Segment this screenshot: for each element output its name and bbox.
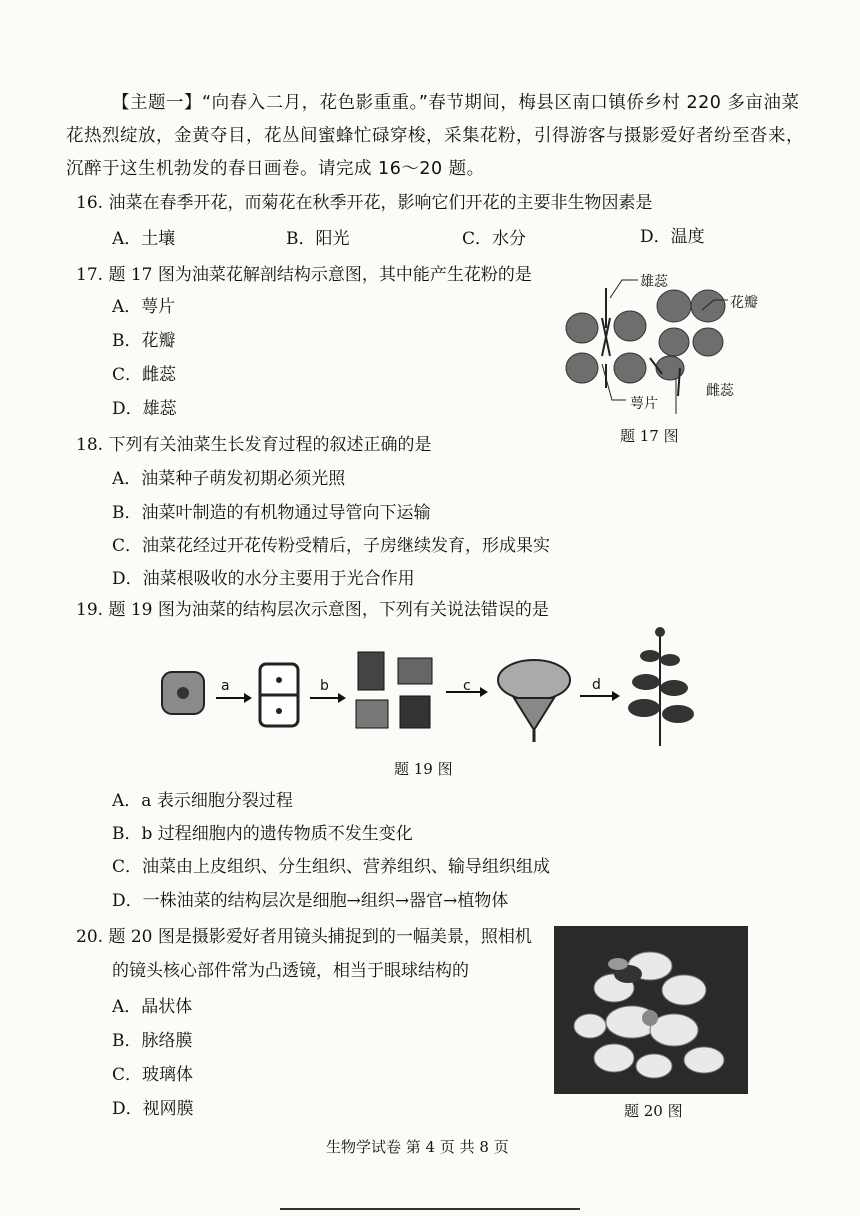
q17-option-b: B．花瓣 [112, 331, 176, 351]
bee-on-flower-photo [554, 926, 748, 1094]
q16-option-d: D．温度 [640, 227, 705, 247]
fig19-arrow-label-d: d [592, 677, 601, 693]
q19-option-b: B．b 过程细胞内的遗传物质不发生变化 [112, 824, 413, 844]
fig19-arrow-label-c: c [463, 678, 471, 694]
q18-option-b: B．油菜叶制造的有机物通过导管向下运输 [112, 503, 431, 523]
q17-stem: 17. 题 17 图为油菜花解剖结构示意图，其中能产生花粉的是 [76, 265, 532, 285]
structure-levels-figure [150, 622, 710, 752]
fig17-label-sepal: 萼片 [630, 396, 658, 412]
q19-option-c: C．油菜由上皮组织、分生组织、营养组织、输导组织组成 [112, 857, 551, 877]
q20-option-b: B．脉络膜 [112, 1031, 193, 1051]
fig19-arrow-label-b: b [320, 678, 329, 694]
q18-option-c: C．油菜花经过开花传粉受精后，子房继续发育，形成果实 [112, 536, 551, 556]
q18-stem: 18. 下列有关油菜生长发育过程的叙述正确的是 [76, 435, 432, 455]
q16-stem: 16. 油菜在春季开花，而菊花在秋季开花，影响它们开花的主要非生物因素是 [76, 193, 653, 213]
q19-option-d: D．一株油菜的结构层次是细胞→组织→器官→植物体 [112, 891, 509, 911]
intro-line-3: 沉醉于这生机勃发的春日画卷。请完成 16～20 题。 [66, 159, 485, 179]
fig17-label-stamen: 雄蕊 [640, 274, 668, 290]
q17-option-c: C．雌蕊 [112, 365, 177, 385]
q18-option-d: D．油菜根吸收的水分主要用于光合作用 [112, 569, 415, 589]
q16-option-b: B．阳光 [286, 229, 350, 249]
fig19-arrow-label-a: a [221, 678, 230, 694]
q19-option-a: A．a 表示细胞分裂过程 [112, 791, 293, 811]
q18-option-a: A．油菜种子萌发初期必须光照 [112, 469, 346, 489]
intro-line-1: 【主题一】“向春入二月，花色影重重。”春节期间，梅县区南口镇侨乡村 220 多亩油菜 [112, 93, 800, 113]
q20-stem-line-2: 的镜头核心部件常为凸透镜，相当于眼球结构的 [112, 961, 469, 981]
page-footer: 生物学试卷 第 4 页 共 8 页 [326, 1138, 509, 1156]
fig17-label-petal: 花瓣 [730, 295, 758, 311]
q20-option-a: A．晶状体 [112, 997, 193, 1017]
intro-line-2: 花热烈绽放，金黄夺目，花丛间蜜蜂忙碌穿梭，采集花粉，引得游客与摄影爱好者纷至沓来， [66, 126, 804, 146]
fig19-caption: 题 19 图 [394, 760, 453, 778]
q20-option-c: C．玻璃体 [112, 1065, 194, 1085]
q16-option-c: C．水分 [462, 229, 527, 249]
q19-stem: 19. 题 19 图为油菜的结构层次示意图，下列有关说法错误的是 [76, 600, 549, 620]
q17-option-d: D．雄蕊 [112, 399, 177, 419]
fig17-label-pistil: 雌蕊 [706, 383, 734, 399]
q16-option-a: A．土壤 [112, 229, 176, 249]
bottom-edge-line [280, 1208, 580, 1210]
fig17-caption: 题 17 图 [620, 427, 679, 445]
q17-option-a: A．萼片 [112, 297, 176, 317]
q20-stem-line-1: 20. 题 20 图是摄影爱好者用镜头捕捉到的一幅美景，照相机 [76, 927, 532, 947]
q20-option-d: D．视网膜 [112, 1099, 194, 1119]
fig20-caption: 题 20 图 [624, 1102, 683, 1120]
